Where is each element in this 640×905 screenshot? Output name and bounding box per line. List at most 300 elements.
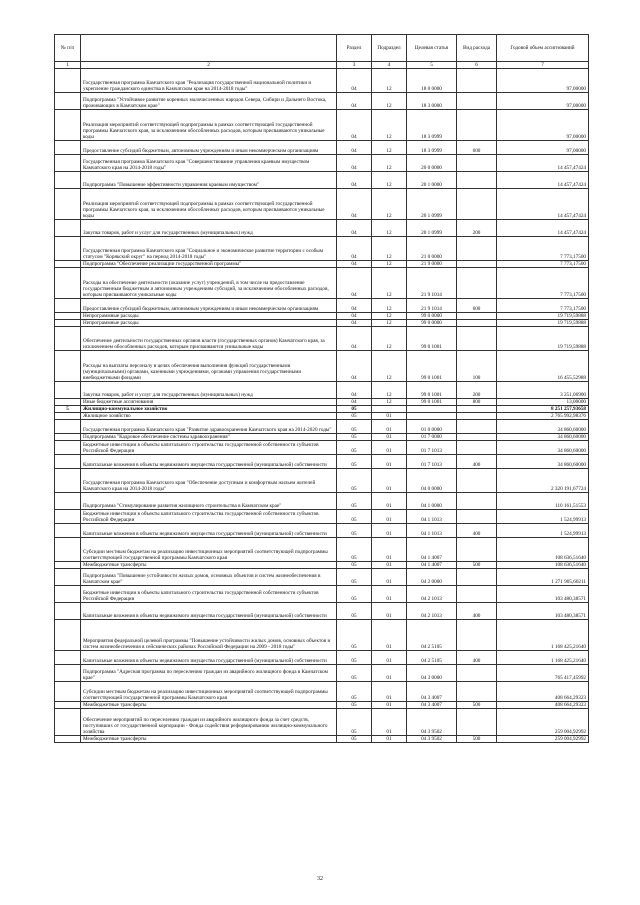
row-podrazdel: 12: [372, 110, 407, 141]
row-expense-type: [457, 327, 497, 351]
row-target-article: 04 3 0000: [407, 665, 457, 682]
row-amount: 13,00000: [497, 399, 589, 406]
row-number: [55, 603, 81, 620]
row-target-article: 99 0 0000: [407, 313, 457, 320]
row-razdel: 04: [337, 320, 372, 327]
row-number: [55, 586, 81, 603]
row-podrazdel: 12: [372, 327, 407, 351]
row-podrazdel: 12: [372, 320, 407, 327]
row-podrazdel: 01: [372, 620, 407, 651]
budget-table-sheet: [54, 34, 588, 743]
row-number: [55, 420, 81, 434]
row-target-article: 04 2 1013: [407, 586, 457, 603]
row-name: Капитальные вложения в объекты недвижимого имущества государственной (муниципальной) собственности: [81, 603, 337, 620]
table-row: [55, 220, 589, 237]
row-target-article: 18 3 0999: [407, 141, 457, 155]
row-name: Непрограммные расходы: [81, 313, 337, 320]
row-razdel: 04: [337, 220, 372, 237]
row-podrazdel: 01: [372, 469, 407, 493]
row-podrazdel: 01: [372, 569, 407, 586]
row-expense-type: [457, 172, 497, 189]
row-razdel: 04: [337, 172, 372, 189]
row-target-article: 04 0 0000: [407, 469, 457, 493]
row-number: [55, 220, 81, 237]
row-number: [55, 651, 81, 665]
row-name: Государственная программа Камчатского края "Совершенствование управления краевым имуществом Камчатского края на 2014-2018 годы": [81, 155, 337, 172]
row-podrazdel: 12: [372, 268, 407, 299]
row-podrazdel: 12: [372, 399, 407, 406]
table-row: [55, 93, 589, 110]
row-amount: 19 719,59888: [497, 313, 589, 320]
row-target-article: 21 9 1014: [407, 299, 457, 313]
row-target-article: 04 2 5105: [407, 620, 457, 651]
row-podrazdel: 01: [372, 651, 407, 665]
table-row: [55, 441, 589, 455]
row-name: Субсидии местным бюджетам на реализацию инвестиционных мероприятий соответствующей подпрограммы соответствующей государственной программы Камчатского края: [81, 538, 337, 562]
row-amount: 97,00000: [497, 69, 589, 93]
row-amount: 7 773,17500: [497, 237, 589, 261]
column-number-row: [55, 62, 589, 69]
row-podrazdel: 12: [372, 382, 407, 399]
table-row: [55, 524, 589, 538]
table-row: [55, 603, 589, 620]
row-podrazdel: 12: [372, 155, 407, 172]
table-row: [55, 69, 589, 93]
header-row: [55, 35, 589, 62]
table-row: [55, 110, 589, 141]
row-expense-type: 200: [457, 382, 497, 399]
row-amount: 14 457,47424: [497, 155, 589, 172]
row-expense-type: 200: [457, 220, 497, 237]
row-podrazdel: 12: [372, 220, 407, 237]
row-target-article: 99 0 1001: [407, 327, 457, 351]
row-number: [55, 620, 81, 651]
row-amount: 108 636,51640: [497, 538, 589, 562]
row-target-article: [407, 413, 457, 420]
row-number: [55, 261, 81, 268]
row-expense-type: 400: [457, 651, 497, 665]
row-podrazdel: 01: [372, 603, 407, 620]
row-podrazdel: 01: [372, 434, 407, 441]
row-razdel: 05: [337, 651, 372, 665]
row-podrazdel: 01: [372, 702, 407, 709]
row-name: Реализация мероприятий соответствующей подпрограммы в рамках соответствующей государственной программы Камчатского края, за исключением обособленных расходов, которым присваиваются уникальные коды: [81, 110, 337, 141]
row-expense-type: 400: [457, 603, 497, 620]
row-target-article: 04 1 0000: [407, 493, 457, 510]
row-podrazdel: 01: [372, 413, 407, 420]
colnum-5: 5: [407, 62, 457, 69]
row-target-article: 20 1 0999: [407, 220, 457, 237]
table-row: [55, 651, 589, 665]
row-number: [55, 441, 81, 455]
row-amount: 34 860,60000: [497, 420, 589, 434]
row-name: Подпрограмма "Повышение устойчивости жилых домов, основных объектов и систем жизнеобеспечения в Камчатском крае": [81, 569, 337, 586]
row-number: [55, 351, 81, 382]
row-target-article: 20 0 0000: [407, 155, 457, 172]
row-number: [55, 69, 81, 93]
row-name: Государственная программа Камчатского края "Социальное и экономическое развитие территории с особым статусом "Корякский округ" на период 2014-2018 годы": [81, 237, 337, 261]
row-name: Капитальные вложения в объекты недвижимого имущества государственной (муниципальной) собственности: [81, 524, 337, 538]
row-amount: 16 455,52988: [497, 351, 589, 382]
row-number: [55, 569, 81, 586]
row-target-article: 01 7 1013: [407, 441, 457, 455]
row-amount: 19 719,59888: [497, 320, 589, 327]
row-expense-type: 500: [457, 736, 497, 743]
row-number: [55, 141, 81, 155]
table-row: [55, 327, 589, 351]
table-body: [55, 69, 589, 743]
row-razdel: 05: [337, 702, 372, 709]
row-name: Государственная программа Камчатского края "Обеспечение доступным и комфортным жильем жителей Камчатского края на 2014-2018 годы": [81, 469, 337, 493]
row-target-article: 99 0 0000: [407, 320, 457, 327]
row-razdel: 05: [337, 406, 372, 413]
table-row: [55, 237, 589, 261]
row-name: Обеспечение мероприятий по переселению граждан из аварийного жилищного фонда за счет средств, поступивших от государственной корпорации - Фонда содействия реформированию жилищно-коммунального хозяйства: [81, 709, 337, 736]
table-row: [55, 702, 589, 709]
row-podrazdel: 12: [372, 69, 407, 93]
row-name: Расходы на выплаты персоналу в целях обеспечения выполнения функций государственными (муниципальными) органами, казенными учреждениями, органами управления государственными внебюджетными фондами: [81, 351, 337, 382]
row-expense-type: [457, 493, 497, 510]
row-target-article: 04 2 1013: [407, 603, 457, 620]
row-razdel: 05: [337, 620, 372, 651]
row-target-article: 99 0 1001: [407, 351, 457, 382]
row-razdel: 04: [337, 237, 372, 261]
table-row: [55, 682, 589, 702]
row-expense-type: [457, 469, 497, 493]
row-number: [55, 189, 81, 220]
row-razdel: 04: [337, 155, 372, 172]
row-number: [55, 313, 81, 320]
header-expense-type: Вид расхода: [457, 35, 497, 62]
row-amount: 259 004,92992: [497, 709, 589, 736]
row-expense-type: [457, 620, 497, 651]
row-name: Жилищное хозяйство: [81, 413, 337, 420]
row-razdel: 04: [337, 299, 372, 313]
row-number: [55, 320, 81, 327]
row-expense-type: [457, 313, 497, 320]
row-number: [55, 702, 81, 709]
row-name: Межбюджетные трансферты: [81, 736, 337, 743]
row-podrazdel: 12: [372, 141, 407, 155]
row-expense-type: [457, 237, 497, 261]
row-target-article: 01 7 1013: [407, 455, 457, 469]
row-number: [55, 172, 81, 189]
row-name: Предоставление субсидий бюджетным, автономным учреждениям и иным некоммерческим организациям: [81, 141, 337, 155]
budget-table: [54, 34, 589, 743]
row-number: [55, 538, 81, 562]
row-expense-type: 400: [457, 455, 497, 469]
row-target-article: 18 3 0000: [407, 93, 457, 110]
header-annual-volume: Годовой объем ассигнований: [497, 35, 589, 62]
row-razdel: 04: [337, 399, 372, 406]
row-name: Субсидии местным бюджетам на реализацию инвестиционных мероприятий соответствующей подпрограммы соответствующей государственной программы Камчатского края: [81, 682, 337, 702]
row-target-article: 04 1 4007: [407, 562, 457, 569]
row-podrazdel: 01: [372, 665, 407, 682]
row-podrazdel: 01: [372, 420, 407, 434]
row-amount: 34 860,60000: [497, 455, 589, 469]
row-target-article: 21 9 0000: [407, 261, 457, 268]
row-number: [55, 237, 81, 261]
row-amount: 1 524,99913: [497, 510, 589, 524]
row-amount: 2 765 992,98376: [497, 413, 589, 420]
row-expense-type: [457, 682, 497, 702]
table-row: [55, 586, 589, 603]
table-row: [55, 313, 589, 320]
row-target-article: 04 1 4007: [407, 538, 457, 562]
row-podrazdel: 01: [372, 538, 407, 562]
row-amount: 34 860,60000: [497, 434, 589, 441]
row-podrazdel: 01: [372, 524, 407, 538]
row-expense-type: [457, 155, 497, 172]
row-razdel: 05: [337, 709, 372, 736]
row-number: [55, 155, 81, 172]
table-row: [55, 299, 589, 313]
row-target-article: 01 7 0000: [407, 434, 457, 441]
table-row: [55, 562, 589, 569]
row-number: [55, 110, 81, 141]
row-expense-type: [457, 93, 497, 110]
row-podrazdel: 01: [372, 510, 407, 524]
colnum-2: 2: [81, 62, 337, 69]
row-razdel: 04: [337, 141, 372, 155]
row-expense-type: 600: [457, 141, 497, 155]
table-row: [55, 736, 589, 743]
table-row: [55, 493, 589, 510]
row-expense-type: 500: [457, 562, 497, 569]
row-podrazdel: 12: [372, 261, 407, 268]
row-name: Межбюджетные трансферты: [81, 562, 337, 569]
row-razdel: 04: [337, 110, 372, 141]
row-amount: 2 320 191,67724: [497, 469, 589, 493]
row-number: [55, 524, 81, 538]
row-podrazdel: 12: [372, 172, 407, 189]
row-amount: 765 417,45992: [497, 665, 589, 682]
row-podrazdel: 01: [372, 455, 407, 469]
row-name: Капитальные вложения в объекты недвижимого имущества государственной (муниципальной) собственности: [81, 455, 337, 469]
row-target-article: 21 0 0000: [407, 237, 457, 261]
row-podrazdel: 01: [372, 562, 407, 569]
row-number: [55, 562, 81, 569]
row-number: [55, 736, 81, 743]
row-podrazdel: 01: [372, 441, 407, 455]
row-expense-type: [457, 709, 497, 736]
row-expense-type: [457, 510, 497, 524]
row-expense-type: [457, 434, 497, 441]
row-name: Подпрограмма "Обеспечение реализации государственной программы": [81, 261, 337, 268]
row-name: Бюджетные инвестиции в объекты капитального строительства государственной собственности субъектов Российской Федерации: [81, 586, 337, 603]
row-amount: 7 773,17500: [497, 261, 589, 268]
row-number: [55, 382, 81, 399]
row-expense-type: [457, 586, 497, 603]
header-razdel: Раздел: [337, 35, 372, 62]
page-number: 32: [317, 876, 323, 882]
row-number: [55, 434, 81, 441]
table-row: [55, 434, 589, 441]
row-expense-type: [457, 665, 497, 682]
row-number: [55, 327, 81, 351]
row-name: Подпрограмма "Кадровое обеспечение системы здравоохранения": [81, 434, 337, 441]
row-razdel: 05: [337, 562, 372, 569]
row-amount: 97,00000: [497, 93, 589, 110]
table-row: [55, 261, 589, 268]
table-row: [55, 268, 589, 299]
row-amount: 1 524,99913: [497, 524, 589, 538]
row-razdel: 05: [337, 524, 372, 538]
row-razdel: 05: [337, 493, 372, 510]
row-number: [55, 399, 81, 406]
row-name: Реализация мероприятий соответствующей подпрограммы в рамках соответствующей государственной программы Камчатского края, за исключением обособленных расходов, которым присваиваются уникальные коды: [81, 189, 337, 220]
row-expense-type: 400: [457, 524, 497, 538]
row-name: Закупка товаров, работ и услуг для государственных (муниципальных) нужд: [81, 220, 337, 237]
table-row: [55, 620, 589, 651]
row-target-article: 04 3 9502: [407, 736, 457, 743]
table-row: [55, 538, 589, 562]
row-podrazdel: 12: [372, 351, 407, 382]
table-row: [55, 141, 589, 155]
row-name: Подпрограмма "Повышение эффективности управления краевым имуществом": [81, 172, 337, 189]
row-number: [55, 299, 81, 313]
row-expense-type: [457, 538, 497, 562]
row-number: 5: [55, 406, 81, 413]
header-name: [81, 35, 337, 62]
table-row: [55, 455, 589, 469]
row-expense-type: [457, 569, 497, 586]
row-name: Непрограммные расходы: [81, 320, 337, 327]
row-amount: 8 251 257,93658: [497, 406, 589, 413]
row-name: Иные бюджетные ассигнования: [81, 399, 337, 406]
row-amount: 1 271 905,60211: [497, 569, 589, 586]
row-target-article: 20 1 0999: [407, 189, 457, 220]
row-target-article: 04 1 1013: [407, 524, 457, 538]
row-razdel: 05: [337, 682, 372, 702]
table-row: [55, 172, 589, 189]
row-podrazdel: 01: [372, 682, 407, 702]
row-razdel: 04: [337, 261, 372, 268]
table-row: [55, 399, 589, 406]
row-amount: 14 457,47424: [497, 189, 589, 220]
row-name: Подпрограмма "Адресная программа по переселению граждан из аварийного жилищного фонда в Камчатском крае": [81, 665, 337, 682]
row-expense-type: [457, 110, 497, 141]
row-expense-type: [457, 268, 497, 299]
row-razdel: 05: [337, 538, 372, 562]
row-name: Обеспечение деятельности государственных органов власти (государственных органов) Камчатского края, за исключением обособленных расходов, которым присваиваются уникальные коды: [81, 327, 337, 351]
row-amount: 7 773,17500: [497, 268, 589, 299]
row-podrazdel: 01: [372, 736, 407, 743]
row-amount: 259 004,92992: [497, 736, 589, 743]
row-razdel: 05: [337, 413, 372, 420]
header-podrazdel: Подраздел: [372, 35, 407, 62]
row-podrazdel: 01: [372, 709, 407, 736]
row-amount: 103 480,38571: [497, 586, 589, 603]
row-razdel: 04: [337, 268, 372, 299]
row-amount: 34 860,60000: [497, 441, 589, 455]
row-number: [55, 665, 81, 682]
row-expense-type: 600: [457, 299, 497, 313]
table-row: [55, 382, 589, 399]
row-expense-type: 100: [457, 351, 497, 382]
table-row: [55, 469, 589, 493]
row-razdel: 04: [337, 93, 372, 110]
row-number: [55, 493, 81, 510]
table-row: [55, 420, 589, 434]
row-name: Мероприятия федеральной целевой программы "Повышение устойчивости жилых домов, основных объектов и систем жизнеобеспечения в сейсмических районах Российской Федерации на 2009 - 2018 годы": [81, 620, 337, 651]
row-name: Подпрограмма "Стимулирование развития жилищного строительства в Камчатском крае": [81, 493, 337, 510]
row-number: [55, 682, 81, 702]
colnum-3: 3: [337, 62, 372, 69]
row-amount: 14 457,47424: [497, 172, 589, 189]
row-razdel: 04: [337, 327, 372, 351]
row-expense-type: [457, 69, 497, 93]
row-name: Расходы на обеспечение деятельности (оказание услуг) учреждений, в том числе на предоставление государственным бюджетным и автономным учреждениям субсидий, за исключением обособленных расходов, которым присваиваются уникальные коды: [81, 268, 337, 299]
row-amount: 408 664,29323: [497, 682, 589, 702]
row-name: Бюджетные инвестиции в объекты капитального строительства государственной собственности субъектов Российской Федерации: [81, 510, 337, 524]
row-expense-type: [457, 441, 497, 455]
row-target-article: [407, 406, 457, 413]
row-name: Капитальные вложения в объекты недвижимого имущества государственной (муниципальной) собственности: [81, 651, 337, 665]
row-razdel: 05: [337, 665, 372, 682]
row-amount: 108 636,51640: [497, 562, 589, 569]
colnum-1: 1: [55, 62, 81, 69]
row-expense-type: [457, 189, 497, 220]
row-target-article: 99 0 1001: [407, 399, 457, 406]
row-expense-type: 500: [457, 702, 497, 709]
table-row: [55, 320, 589, 327]
row-razdel: 05: [337, 441, 372, 455]
row-podrazdel: 01: [372, 493, 407, 510]
row-expense-type: 800: [457, 399, 497, 406]
row-expense-type: [457, 406, 497, 413]
row-razdel: 05: [337, 434, 372, 441]
row-name: Государственная программа Камчатского края "Реализация государственной национальной политики и укрепление гражданского единства в Камчатском крае на 2014-2018 годы": [81, 69, 337, 93]
row-number: [55, 469, 81, 493]
row-expense-type: [457, 413, 497, 420]
row-amount: 1 168 425,21640: [497, 620, 589, 651]
row-name: Жилищно-коммунальное хозяйство: [81, 406, 337, 413]
row-razdel: 04: [337, 351, 372, 382]
colnum-4: 4: [372, 62, 407, 69]
row-amount: 1 168 425,21640: [497, 651, 589, 665]
table-row: [55, 510, 589, 524]
row-target-article: 04 3 4007: [407, 682, 457, 702]
row-expense-type: [457, 261, 497, 268]
row-podrazdel: 12: [372, 93, 407, 110]
table-row: [55, 569, 589, 586]
row-podrazdel: 12: [372, 237, 407, 261]
table-row: [55, 189, 589, 220]
row-amount: 3 251,06900: [497, 382, 589, 399]
row-target-article: 04 3 9502: [407, 709, 457, 736]
row-target-article: 04 1 1013: [407, 510, 457, 524]
row-amount: 110 161,51553: [497, 493, 589, 510]
row-number: [55, 510, 81, 524]
table-row: [55, 406, 589, 413]
row-amount: 14 457,47424: [497, 220, 589, 237]
row-podrazdel: [372, 406, 407, 413]
row-razdel: 04: [337, 69, 372, 93]
row-razdel: 05: [337, 736, 372, 743]
row-target-article: 18 3 0999: [407, 110, 457, 141]
row-amount: 408 664,29323: [497, 702, 589, 709]
row-amount: 97,00000: [497, 141, 589, 155]
row-number: [55, 413, 81, 420]
row-number: [55, 93, 81, 110]
row-razdel: 05: [337, 455, 372, 469]
header-no: № п/п: [55, 35, 81, 62]
row-number: [55, 455, 81, 469]
row-razdel: 05: [337, 603, 372, 620]
row-target-article: 20 1 0000: [407, 172, 457, 189]
row-name: Межбюджетные трансферты: [81, 702, 337, 709]
